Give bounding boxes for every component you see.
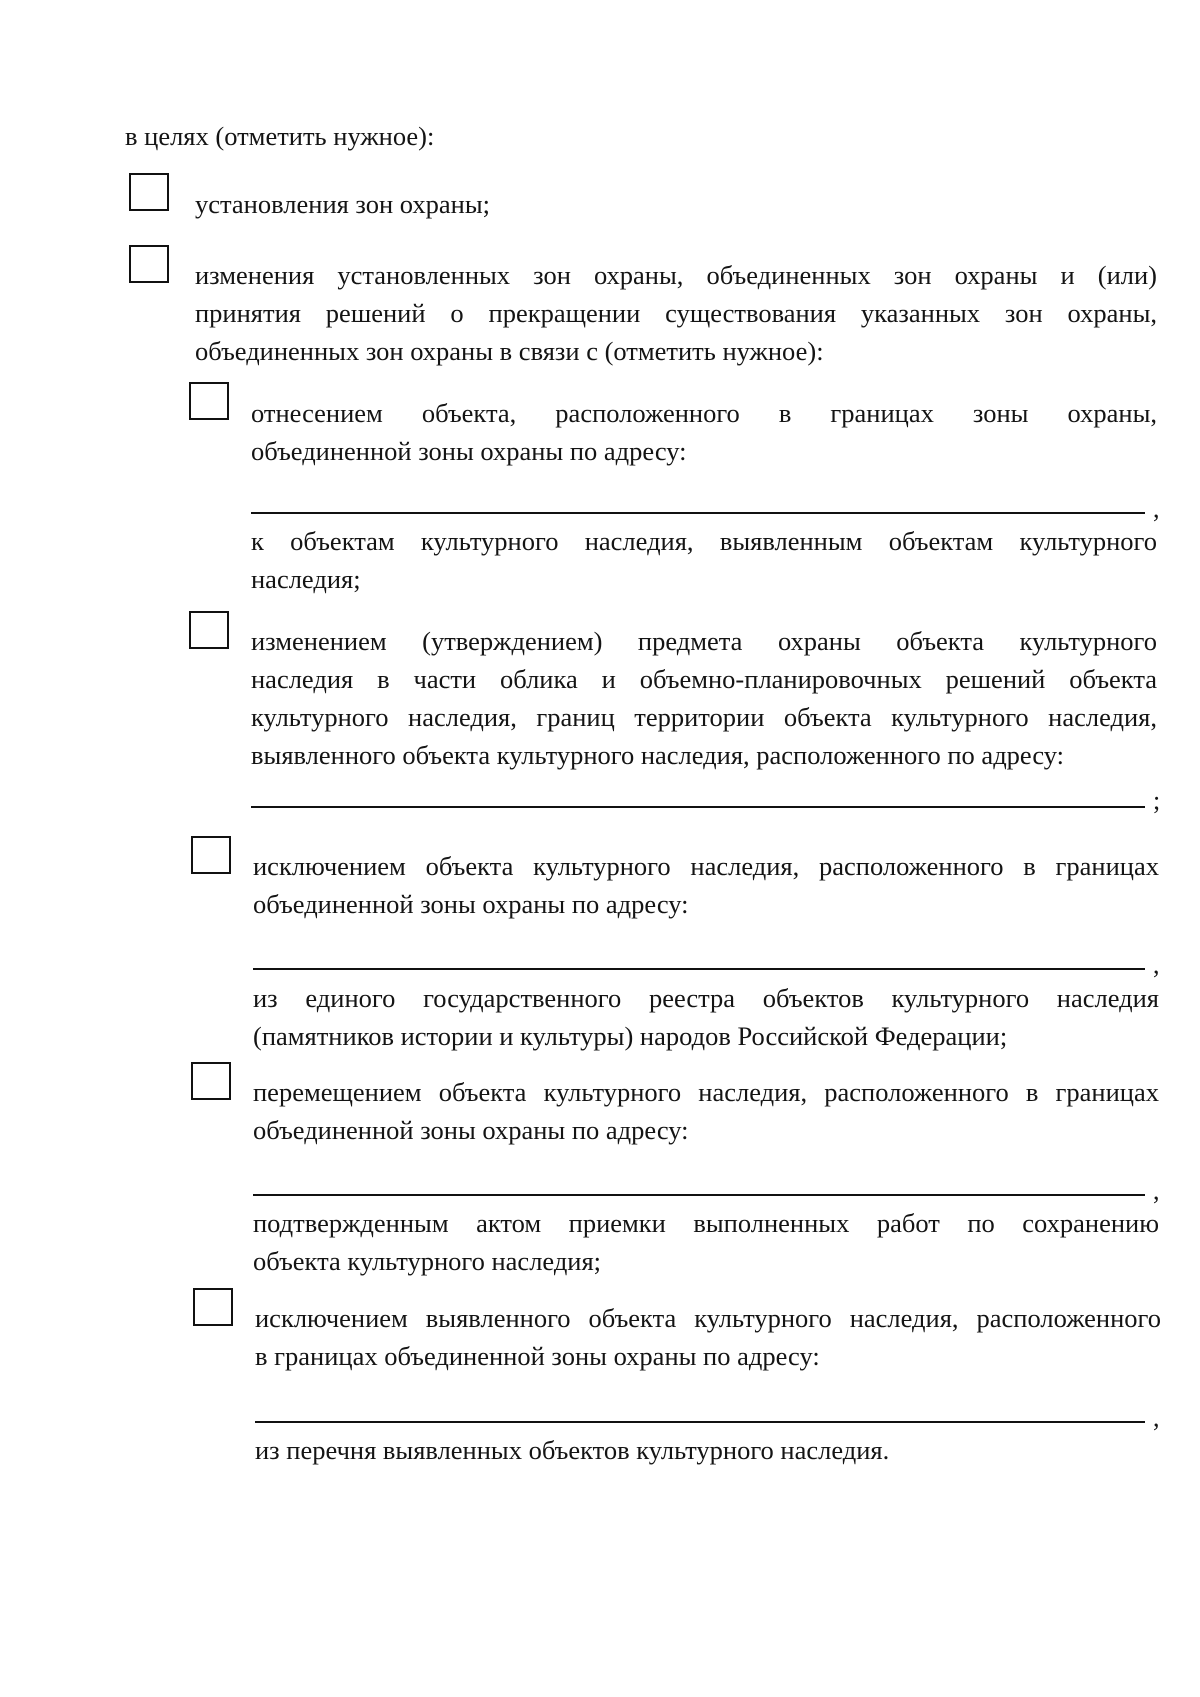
sub5-line-1: исключением выявленного объекта культурного наследия, расположенного <box>255 1303 1161 1333</box>
checkbox-relocate-object[interactable] <box>191 1062 231 1100</box>
sub3-after-line-2: (памятников истории и культуры) народов Российской Федерации; <box>253 1021 1008 1051</box>
intro-text: в целях (отметить нужное): <box>125 121 435 151</box>
sub4-line-1: перемещением объекта культурного наследия, расположенного в границах <box>253 1077 1159 1107</box>
sub5-line-2: в границах объединенной зоны охраны по адресу: <box>255 1341 820 1371</box>
sub1-after-line-1: к объектам культурного наследия, выявленным объектам культурного <box>251 526 1157 556</box>
address-field-1[interactable] <box>251 512 1145 514</box>
sub4-line-2: объединенной зоны охраны по адресу: <box>253 1115 689 1145</box>
address-field-2[interactable] <box>251 806 1145 808</box>
sub3-after-line-1: из единого государственного реестра объектов культурного наследия <box>253 983 1159 1013</box>
sub1-label <box>251 394 1157 470</box>
sub2-line-2: наследия в части облика и объемно-планировочных решений объекта <box>251 664 1157 694</box>
sub5-after: из перечня выявленных объектов культурного наследия. <box>255 1435 890 1465</box>
sub3-label <box>253 847 1159 923</box>
option-establish-label: установления зон охраны; <box>195 189 491 219</box>
sub1-after-line-2: наследия; <box>251 564 361 594</box>
address-field-4[interactable] <box>253 1194 1145 1196</box>
sub1-line-2: объединенной зоны охраны по адресу: <box>251 436 687 466</box>
sub4-label <box>253 1073 1159 1149</box>
address-field-4-comma: , <box>1153 1176 1160 1205</box>
checkbox-exclude-object[interactable] <box>191 836 231 874</box>
sub2-line-3: культурного наследия, границ территории объекта культурного наследия, <box>251 702 1157 732</box>
address-field-3[interactable] <box>253 968 1145 970</box>
checkbox-exclude-identified-object[interactable] <box>193 1288 233 1326</box>
sub4-after-line-1: подтвержденным актом приемки выполненных работ по сохранению <box>253 1208 1159 1238</box>
sub3-after <box>253 979 1159 1055</box>
checkbox-reclassification[interactable] <box>189 382 229 420</box>
address-field-3-comma: , <box>1153 950 1160 979</box>
sub5-label <box>255 1299 1161 1375</box>
sub1-after <box>251 522 1157 598</box>
option-change-label <box>195 256 1157 370</box>
address-field-5-comma: , <box>1153 1403 1160 1432</box>
sub2-label <box>251 622 1157 774</box>
sub3-line-2: объединенной зоны охраны по адресу: <box>253 889 689 919</box>
sub2-line-4: выявленного объекта культурного наследия, расположенного по адресу: <box>251 740 1065 770</box>
sub1-line-1: отнесением объекта, расположенного в границах зоны охраны, <box>251 398 1157 428</box>
sub4-after <box>253 1204 1159 1280</box>
address-field-5[interactable] <box>255 1421 1145 1423</box>
sub2-line-1: изменением (утверждением) предмета охраны объекта культурного <box>251 626 1157 656</box>
checkbox-establish-zones[interactable] <box>129 173 169 211</box>
address-field-1-comma: , <box>1153 494 1160 523</box>
option-change-line-3: объединенных зон охраны в связи с (отметить нужное): <box>195 336 824 366</box>
address-field-2-semicolon: ; <box>1153 786 1161 815</box>
sub3-line-1: исключением объекта культурного наследия, расположенного в границах <box>253 851 1159 881</box>
option-change-line-2: принятия решений о прекращении существования указанных зон охраны, <box>195 298 1157 328</box>
checkbox-protection-subject[interactable] <box>189 611 229 649</box>
checkbox-change-zones[interactable] <box>129 245 169 283</box>
sub4-after-line-2: объекта культурного наследия; <box>253 1246 602 1276</box>
option-change-line-1: изменения установленных зон охраны, объединенных зон охраны и (или) <box>195 260 1157 290</box>
